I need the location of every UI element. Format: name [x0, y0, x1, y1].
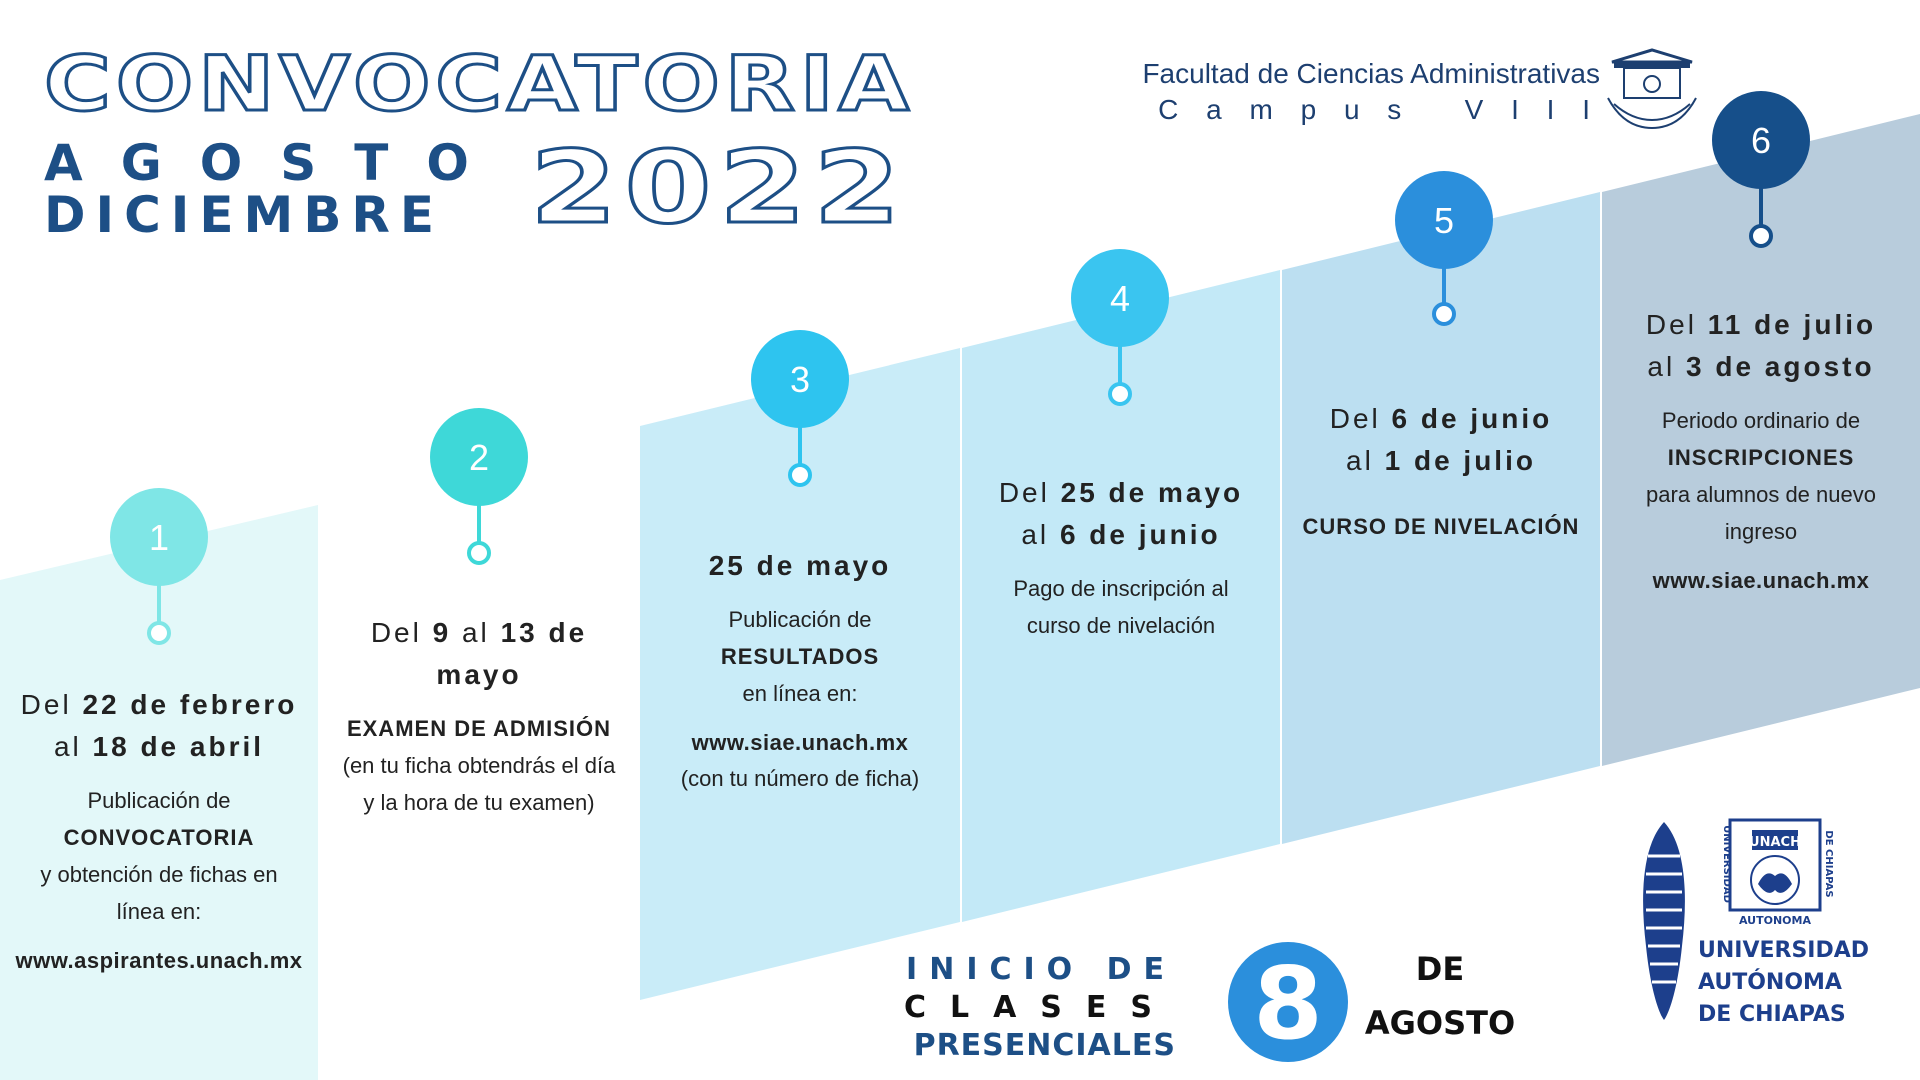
step-3-description: Publicación de RESULTADOS en línea en: [720, 607, 880, 706]
faculty-emblem-icon [1604, 48, 1700, 132]
step-6-url[interactable]: www.siae.unach.mx [1652, 568, 1870, 593]
seal-bottom-text: AUTONOMA [1739, 914, 1811, 927]
marker-step-5 [1395, 171, 1493, 324]
seal-unach-text: UNACH [1749, 835, 1801, 850]
step-1-content [0, 684, 318, 974]
marker-step-6 [1712, 91, 1810, 246]
title-year: 2022 [530, 129, 908, 246]
title-diciembre: DICIEMBRE [44, 186, 445, 244]
step-1-date: Del 22 de febrero al 18 de abril [20, 689, 298, 762]
university-name-line-1: UNIVERSIDAD [1698, 938, 1870, 963]
marker-number-5: 5 [1433, 200, 1455, 241]
title-agosto: AGOSTO [44, 134, 507, 192]
step-3-content [640, 545, 960, 792]
step-3-date: 25 de mayo [708, 550, 892, 581]
start-month: AGOSTO [1364, 1004, 1516, 1042]
university-seal-icon [1710, 818, 1840, 930]
marker-number-3: 3 [789, 359, 811, 400]
start-de: DE [1415, 950, 1465, 988]
inicio-line-2: CLASES [903, 990, 1176, 1025]
step-5-date: Del 6 de junio al 1 de julio [1329, 403, 1553, 476]
step-6-content [1602, 304, 1920, 594]
marker-step-4 [1071, 249, 1169, 404]
step-5-description: CURSO DE NIVELACIÓN [1302, 514, 1580, 539]
faculty-name: Facultad de Ciencias Administrativas [1142, 58, 1600, 89]
campus-name: C a m p u s V I I I [1158, 94, 1600, 125]
inicio-line-1: INICIO DE [906, 952, 1176, 987]
step-4-description: Pago de inscripción al curso de nivelación [1013, 576, 1229, 638]
marker-step-1 [110, 488, 208, 643]
step-6-description: Periodo ordinario de INSCRIPCIONES para alumnos de nuevo ingreso [1646, 408, 1876, 544]
seal-left-text: UNIVERSIDAD [1721, 825, 1732, 903]
university-name-line-3: DE CHIAPAS [1698, 1002, 1846, 1027]
start-day-number: 8 [1253, 945, 1323, 1062]
step-6-date: Del 11 de julio al 3 de agosto [1645, 309, 1877, 382]
marker-number-6: 6 [1750, 120, 1772, 161]
marker-number-1: 1 [148, 517, 170, 558]
university-crest-icon [1632, 816, 1696, 1026]
university-name-line-2: AUTÓNOMA [1698, 970, 1842, 995]
step-2-date: Del 9 al 13 de mayo [370, 617, 588, 690]
inicio-line-3: PRESENCIALES [913, 1028, 1176, 1063]
step-2-content [334, 612, 624, 821]
start-day-badge [1226, 940, 1350, 1064]
step-1-description: Publicación de CONVOCATORIA y obtención de fichas en línea en: [40, 788, 278, 924]
step-4-content [962, 472, 1280, 644]
seal-right-text: DE CHIAPAS [1823, 830, 1834, 898]
step-3-url[interactable]: www.siae.unach.mx [691, 730, 909, 755]
marker-number-2: 2 [468, 437, 490, 478]
step-5-content [1282, 398, 1600, 545]
title-convocatoria: CONVOCATORIA [44, 39, 914, 128]
step-3-note: (con tu número de ficha) [680, 766, 920, 791]
step-4-date: Del 25 de mayo al 6 de junio [998, 477, 1244, 550]
marker-step-2 [430, 408, 528, 563]
step-1-url[interactable]: www.aspirantes.unach.mx [15, 948, 303, 973]
marker-step-3 [751, 330, 849, 485]
step-2-description: EXAMEN DE ADMISIÓN (en tu ficha obtendrás el día y la hora de tu examen) [342, 716, 616, 815]
marker-number-4: 4 [1109, 278, 1131, 319]
